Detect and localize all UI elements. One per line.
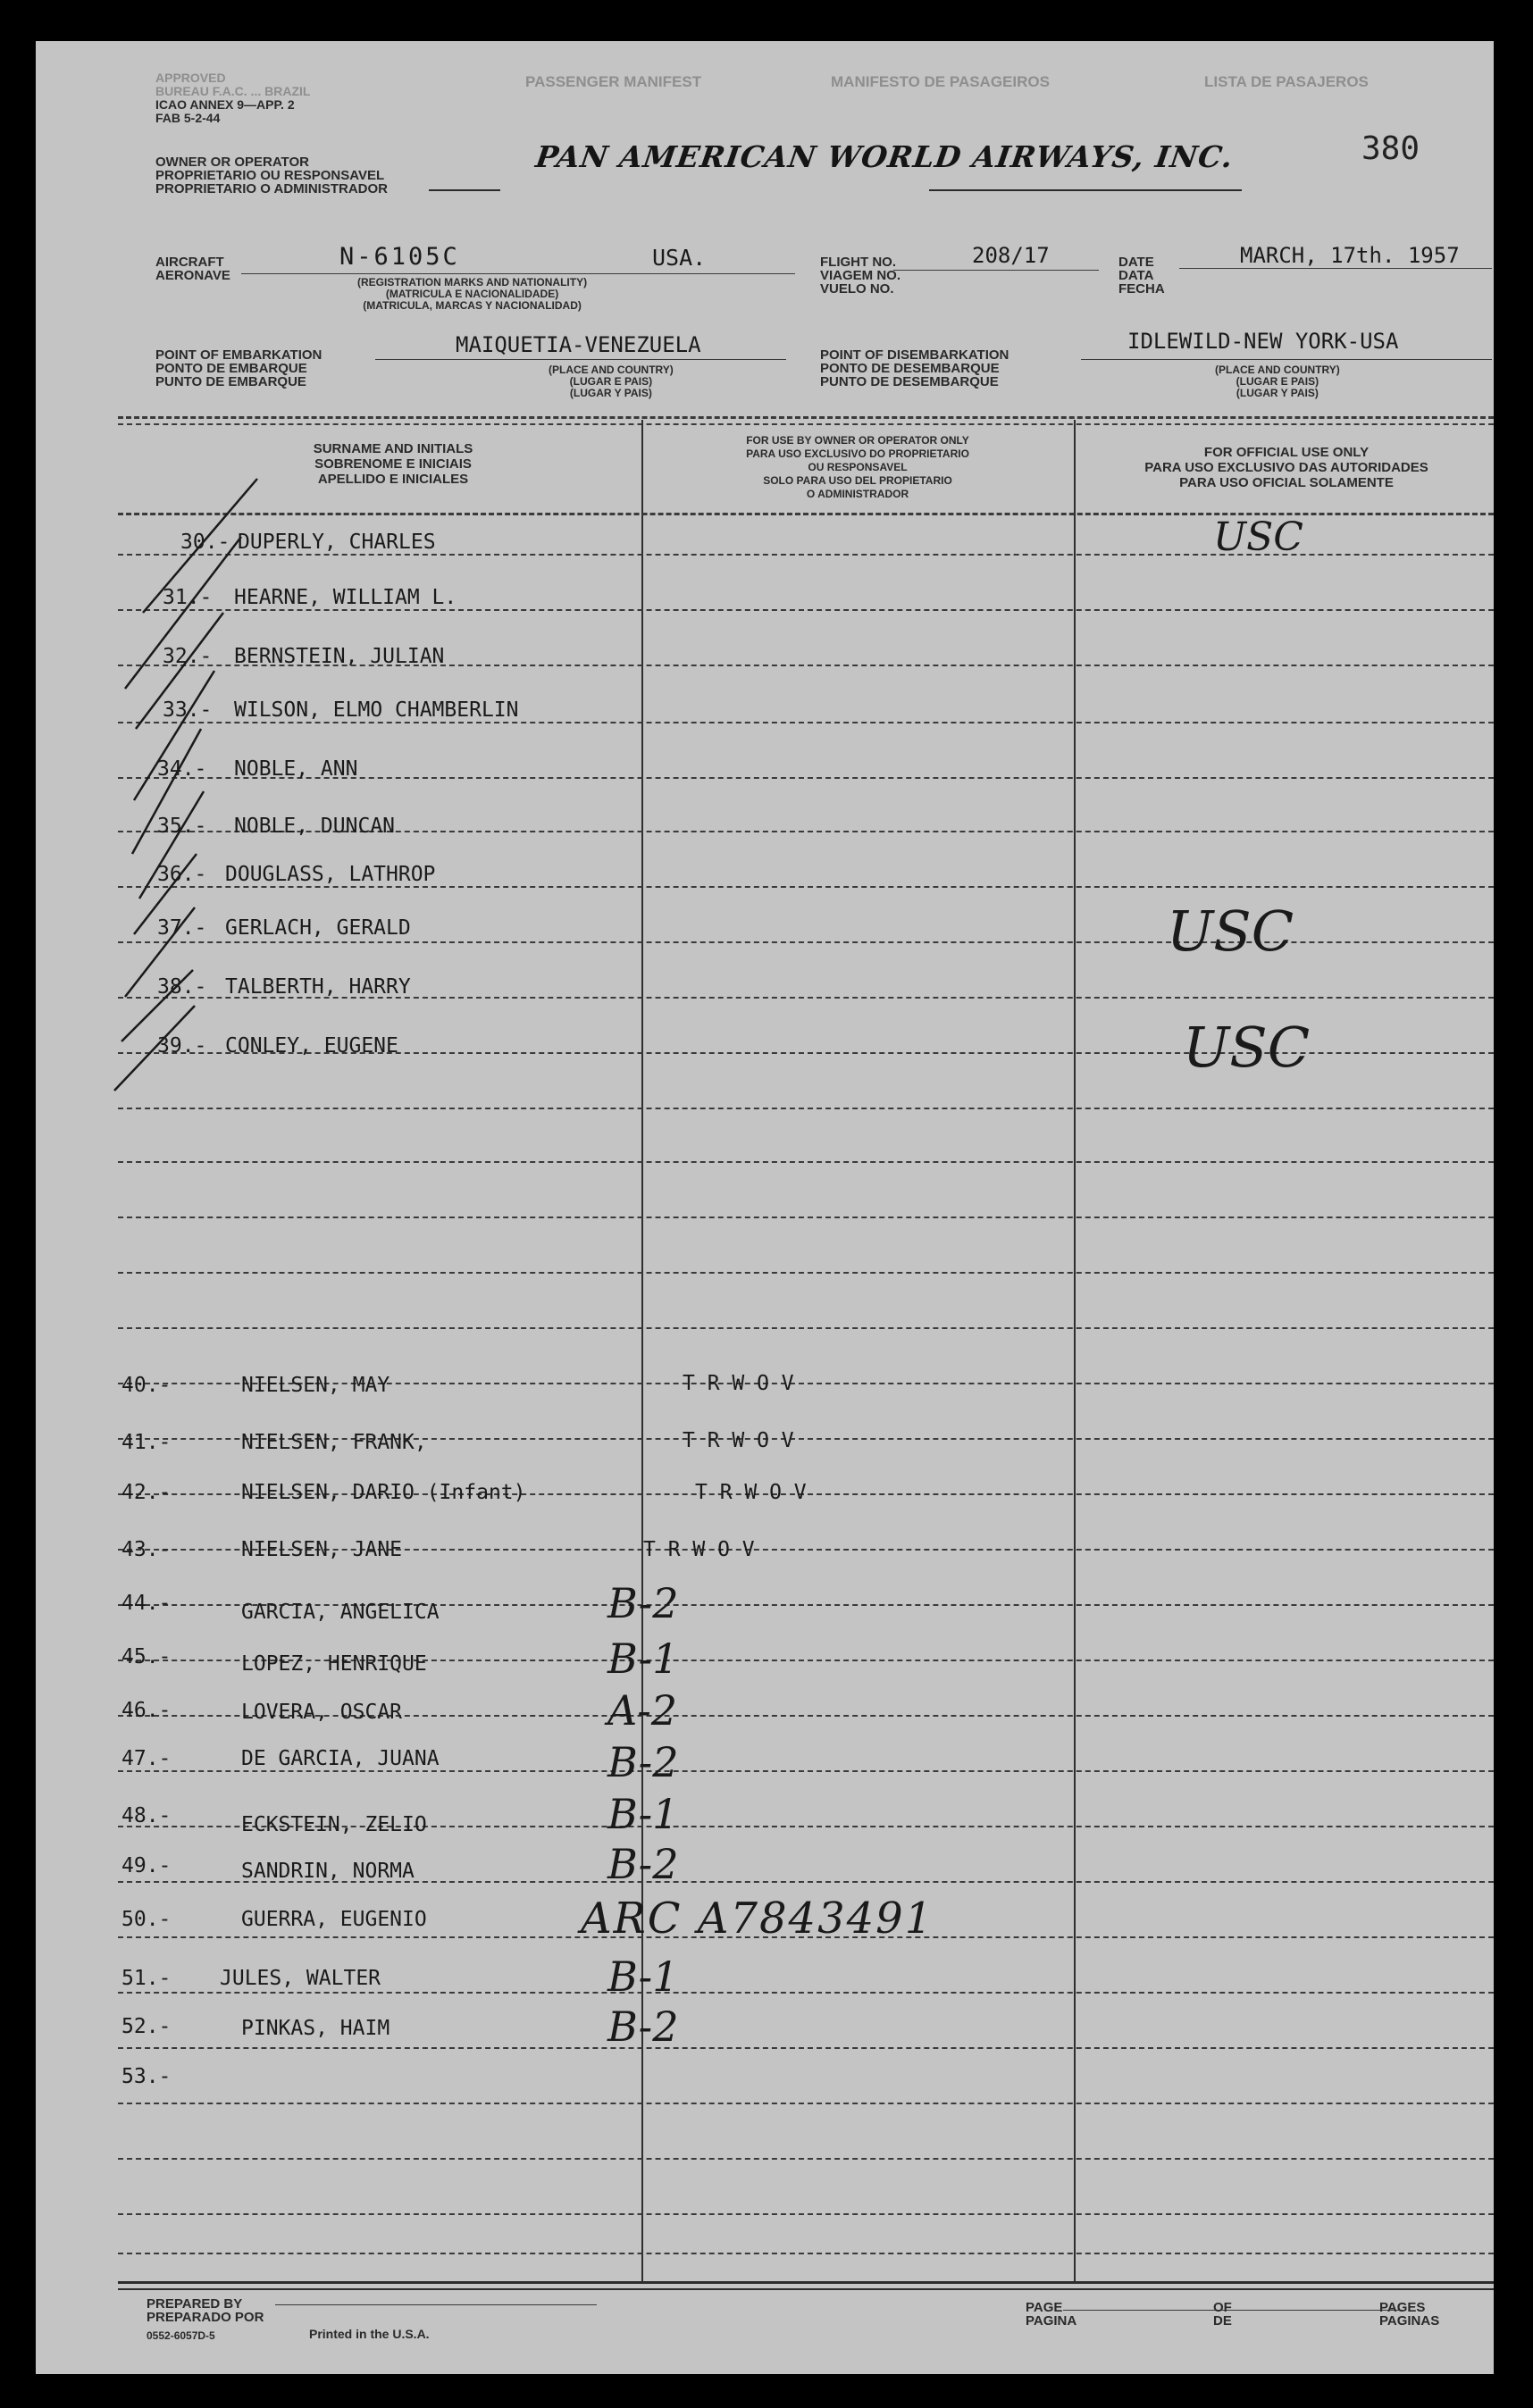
passenger-number: 34.- — [157, 757, 207, 781]
passenger-number: 37.- — [157, 916, 207, 940]
embarkation-underline — [375, 359, 786, 360]
table-top-rule — [118, 423, 1494, 425]
label-line: PAGINA — [1026, 2313, 1077, 2329]
label-line: PREPARED BY — [147, 2296, 243, 2312]
label-line: AERONAVE — [155, 268, 230, 283]
form-title-pt: MANIFESTO DE PASAGEIROS — [831, 73, 1050, 90]
passenger-number: 30.- — [180, 531, 230, 554]
place-caption-right — [1215, 364, 1340, 399]
owner-underline — [929, 189, 1242, 191]
label-line: PREPARADO POR — [147, 2310, 264, 2325]
approval-line: FAB 5-2-44 — [155, 111, 221, 125]
label-line: PUNTO DE DESEMBARQUE — [820, 374, 999, 389]
form-title-es: LISTA DE PASAJEROS — [1204, 73, 1369, 90]
passenger-name: SANDRIN, NORMA — [241, 1860, 415, 1883]
passenger-name: NIELSEN, MAY — [241, 1374, 390, 1397]
label-line: OF — [1213, 2300, 1232, 2315]
passenger-name: DOUGLASS, LATHROP — [225, 863, 436, 886]
label-line: PUNTO DE EMBARQUE — [155, 374, 306, 389]
column-header-owner — [652, 434, 1063, 501]
prepared-by-underline — [275, 2304, 597, 2305]
header-line: OU RESPONSAVEL — [808, 461, 908, 473]
passenger-name: DE GARCIA, JUANA — [241, 1747, 440, 1770]
label-line: DATA — [1118, 268, 1154, 283]
aircraft-label — [155, 255, 230, 282]
form-title-en: PASSENGER MANIFEST — [525, 73, 702, 90]
passenger-name: NIELSEN, DARIO (Infant) — [241, 1481, 526, 1504]
passenger-number: 42.- — [121, 1481, 172, 1504]
passenger-name: NOBLE, ANN — [234, 757, 358, 781]
row-rule — [118, 609, 1494, 611]
flight-label — [820, 255, 901, 296]
row-rule — [118, 2158, 1494, 2160]
owner-annotation: B-1 — [607, 1635, 679, 1683]
embarkation-value: MAIQUETIA-VENEZUELA — [456, 332, 701, 357]
passenger-number: 32.- — [163, 645, 213, 668]
label-line: POINT OF DISEMBARKATION — [820, 347, 1009, 363]
owner-annotation: T R W O V — [643, 1538, 755, 1561]
owner-annotation: B-2 — [607, 1840, 679, 1888]
passenger-number: 31.- — [163, 586, 213, 609]
passenger-number: 40.- — [121, 1374, 172, 1397]
date-value: MARCH, 17th. 1957 — [1240, 243, 1460, 268]
owner-annotation: B-2 — [607, 2002, 679, 2051]
passenger-number: 47.- — [121, 1747, 172, 1770]
approval-block — [155, 71, 310, 125]
of-underline — [1242, 2310, 1403, 2311]
header-line: PARA USO OFICIAL SOLAMENTE — [1179, 475, 1394, 490]
passenger-number: 45.- — [121, 1645, 172, 1668]
row-rule — [118, 1161, 1494, 1163]
passenger-number: 53.- — [121, 2065, 172, 2088]
passenger-name: NOBLE, DUNCAN — [234, 815, 396, 838]
label-line: PROPRIETARIO OU RESPONSAVEL — [155, 168, 385, 183]
passenger-name: GARCIA, ANGELICA — [241, 1601, 440, 1624]
passenger-name: NIELSEN, FRANK, — [241, 1431, 427, 1454]
passenger-number: 35.- — [157, 815, 207, 838]
label-line: PAGE — [1026, 2300, 1063, 2315]
label-line: FECHA — [1118, 281, 1165, 297]
label-line: OWNER OR OPERATOR — [155, 155, 309, 170]
label-line: POINT OF EMBARKATION — [155, 347, 323, 363]
owner-annotation: T R W O V — [683, 1372, 794, 1395]
label-line: FLIGHT NO. — [820, 255, 896, 270]
passenger-name: TALBERTH, HARRY — [225, 975, 411, 999]
caption-line: (MATRICULA, MARCAS Y NACIONALIDAD) — [363, 299, 582, 312]
row-rule — [118, 1327, 1494, 1329]
passenger-number: 49.- — [121, 1854, 172, 1877]
header-line: FOR USE BY OWNER OR OPERATOR ONLY — [746, 434, 969, 447]
form-code: 0552-6057D-5 — [147, 2329, 215, 2342]
passenger-name: WILSON, ELMO CHAMBERLIN — [234, 698, 519, 722]
caption-line: (PLACE AND COUNTRY) — [1215, 364, 1340, 376]
header-line: SOBRENOME E INICIAIS — [314, 456, 472, 472]
row-rule — [118, 2047, 1494, 2049]
official-annotation: USC — [1167, 899, 1294, 964]
row-rule — [118, 886, 1494, 888]
official-annotation: USC — [1183, 1015, 1311, 1080]
flight-number: 208/17 — [972, 243, 1050, 268]
caption-line: (LUGAR E PAIS) — [569, 375, 653, 388]
passenger-name: GERLACH, GERALD — [225, 916, 411, 940]
label-line: AIRCRAFT — [155, 255, 224, 270]
label-line: DATE — [1118, 255, 1154, 270]
passenger-number: 51.- — [121, 1967, 172, 1990]
owner-annotation: B-2 — [607, 1579, 679, 1627]
label-line: PAGES — [1379, 2300, 1426, 2315]
column-header-official — [1081, 445, 1492, 490]
row-rule — [118, 2103, 1494, 2104]
header-line: SOLO PARA USO DEL PROPIETARIO — [763, 474, 952, 487]
table-bottom-rule — [118, 2288, 1494, 2290]
flight-underline — [893, 270, 1099, 271]
row-rule — [118, 1992, 1494, 1994]
embarkation-label — [155, 348, 322, 389]
passenger-number: 46.- — [121, 1699, 172, 1722]
page-number: 380 — [1361, 130, 1420, 167]
table-top-rule — [118, 416, 1494, 419]
approval-line: BUREAU F.A.C. ... BRAZIL — [155, 84, 311, 98]
owner-annotation: ARC A7843491 — [581, 1894, 934, 1944]
disembarkation-underline — [1081, 359, 1492, 360]
passenger-name: NIELSEN, JANE — [241, 1538, 403, 1561]
caption-line: (PLACE AND COUNTRY) — [549, 364, 674, 376]
passenger-number: 41.- — [121, 1431, 172, 1454]
manifest-page — [36, 41, 1494, 2374]
caption-line: (LUGAR Y PAIS) — [1236, 387, 1319, 399]
prepared-by-label — [147, 2297, 264, 2324]
row-rule — [118, 1770, 1494, 1772]
label-line: PONTO DE EMBARQUE — [155, 361, 307, 376]
disembarkation-value: IDLEWILD-NEW YORK-USA — [1127, 329, 1399, 354]
page-label — [1026, 2301, 1076, 2328]
label-line: VUELO NO. — [820, 281, 894, 297]
passenger-name: GUERRA, EUGENIO — [241, 1908, 427, 1931]
column-divider — [1074, 420, 1076, 2283]
row-rule — [118, 722, 1494, 723]
label-line: PAGINAS — [1379, 2313, 1440, 2329]
printed-note: Printed in the U.S.A. — [309, 2327, 430, 2341]
passenger-number: 48.- — [121, 1804, 172, 1827]
owner-annotation: B-1 — [607, 1790, 679, 1838]
disembarkation-label — [820, 348, 1009, 389]
registration-caption — [357, 277, 587, 312]
passenger-name: ECKSTEIN, ZELIO — [241, 1813, 427, 1836]
label-line: PONTO DE DESEMBARQUE — [820, 361, 1000, 376]
passenger-number: 44.- — [121, 1592, 172, 1615]
row-rule — [118, 2253, 1494, 2254]
passenger-number: 43.- — [121, 1538, 172, 1561]
caption-line: (LUGAR E PAIS) — [1236, 375, 1319, 388]
aircraft-underline — [241, 273, 795, 274]
caption-line: (MATRICULA E NACIONALIDADE) — [385, 288, 559, 300]
row-rule — [118, 1272, 1494, 1274]
tick-stroke — [134, 671, 214, 800]
approval-line: APPROVED — [155, 71, 226, 85]
passenger-name: HEARNE, WILLIAM L. — [234, 586, 457, 609]
passenger-name: LOPEZ, HENRIQUE — [241, 1652, 427, 1676]
airline-name: PAN AMERICAN WORLD AIRWAYS, INC. — [533, 139, 1236, 174]
owner-annotation: T R W O V — [683, 1429, 794, 1452]
aircraft-nationality: USA. — [652, 245, 707, 271]
caption-line: (REGISTRATION MARKS AND NATIONALITY) — [357, 276, 588, 288]
header-line: FOR OFFICIAL USE ONLY — [1203, 445, 1370, 460]
passenger-number: 50.- — [121, 1908, 172, 1931]
header-line: APELLIDO E INICIALES — [317, 472, 469, 487]
row-rule — [118, 2213, 1494, 2215]
passenger-number: 38.- — [157, 975, 207, 999]
passenger-number: 36.- — [157, 863, 207, 886]
pages-label — [1379, 2301, 1439, 2328]
passenger-name: DUPERLY, CHARLES — [238, 531, 436, 554]
header-line: PARA USO EXCLUSIVO DAS AUTORIDADES — [1144, 460, 1428, 475]
label-line: DE — [1213, 2313, 1232, 2329]
passenger-name: LOVERA, OSCAR — [241, 1701, 403, 1724]
passenger-name: JULES, WALTER — [220, 1967, 381, 1990]
row-rule — [118, 1217, 1494, 1218]
passenger-name: BERNSTEIN, JULIAN — [234, 645, 445, 668]
caption-line: (LUGAR Y PAIS) — [569, 387, 652, 399]
owner-annotation: B-1 — [607, 1952, 679, 2001]
official-annotation: USC — [1213, 514, 1303, 560]
header-line: O ADMINISTRADOR — [806, 488, 909, 500]
place-caption-left — [549, 364, 674, 399]
owner-annotation: B-2 — [607, 1738, 679, 1786]
owner-underline — [429, 189, 500, 191]
of-label — [1213, 2301, 1232, 2328]
owner-annotation: A-2 — [607, 1686, 678, 1735]
date-underline — [1179, 268, 1492, 269]
approval-line: ICAO ANNEX 9—APP. 2 — [155, 97, 295, 112]
label-line: VIAGEM NO. — [820, 268, 901, 283]
passenger-name: PINKAS, HAIM — [241, 2017, 390, 2040]
label-line: PROPRIETARIO O ADMINISTRADOR — [155, 181, 389, 196]
passenger-number: 39.- — [157, 1034, 207, 1058]
header-line: PARA USO EXCLUSIVO DO PROPRIETARIO — [746, 447, 969, 460]
header-line: SURNAME AND INITIALS — [313, 441, 473, 456]
table-bottom-rule — [118, 2281, 1494, 2284]
date-label — [1118, 255, 1165, 296]
passenger-number: 52.- — [121, 2015, 172, 2038]
aircraft-registration: N-6105C — [339, 243, 460, 271]
passenger-number: 33.- — [163, 698, 213, 722]
row-rule — [118, 1108, 1494, 1109]
passenger-name: CONLEY, EUGENE — [225, 1034, 398, 1058]
owner-annotation: T R W O V — [695, 1481, 807, 1504]
owner-operator-label — [155, 155, 388, 196]
